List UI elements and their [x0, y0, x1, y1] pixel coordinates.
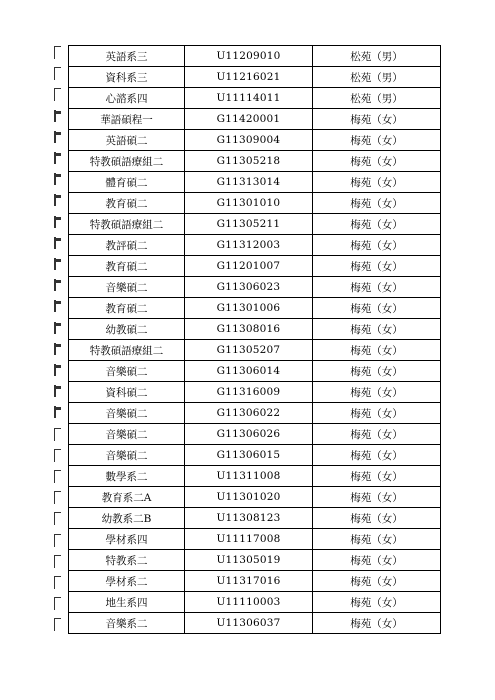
student-id-cell: U11301020	[185, 487, 313, 508]
department-cell: 學材系二	[69, 571, 185, 592]
student-id-cell: U11305019	[185, 550, 313, 571]
dormitory-cell: 梅苑（女）	[313, 466, 441, 487]
student-id-cell: G11301010	[185, 193, 313, 214]
table-row	[69, 319, 441, 340]
margin-mark	[54, 449, 61, 462]
student-id-cell: G11201007	[185, 256, 313, 277]
student-id-cell: U11306037	[185, 613, 313, 634]
department-cell: 特教碩語療組二	[69, 340, 185, 361]
department-cell: 音樂碩二	[69, 277, 185, 298]
student-id-cell: U11308123	[185, 508, 313, 529]
dormitory-cell: 梅苑（女）	[313, 550, 441, 571]
margin-mark	[54, 576, 61, 589]
student-id-cell: U11311008	[185, 466, 313, 487]
margin-mark	[54, 597, 61, 610]
margin-marks	[54, 44, 66, 639]
department-cell: 體育碩二	[69, 172, 185, 193]
margin-mark	[54, 110, 62, 122]
table-row	[69, 592, 441, 613]
dormitory-cell: 梅苑（女）	[313, 487, 441, 508]
department-cell: 音樂碩二	[69, 445, 185, 466]
margin-mark	[54, 67, 61, 80]
table-row	[69, 613, 441, 634]
margin-mark	[54, 555, 61, 568]
department-cell: 特教碩語療組二	[69, 214, 185, 235]
department-cell: 音樂碩二	[69, 361, 185, 382]
dormitory-cell: 梅苑（女）	[313, 424, 441, 445]
margin-mark	[54, 194, 62, 206]
student-id-cell: G11316009	[185, 382, 313, 403]
dormitory-cell: 梅苑（女）	[313, 256, 441, 277]
table-row	[69, 340, 441, 361]
department-cell: 音樂碩二	[69, 424, 185, 445]
table-row	[69, 151, 441, 172]
dormitory-cell: 梅苑（女）	[313, 298, 441, 319]
department-cell: 地生系四	[69, 592, 185, 613]
student-id-cell: G11305211	[185, 214, 313, 235]
margin-mark	[54, 343, 62, 355]
department-cell: 資科碩二	[69, 382, 185, 403]
department-cell: 特教系二	[69, 550, 185, 571]
student-id-cell: G11305207	[185, 340, 313, 361]
dormitory-cell: 梅苑（女）	[313, 193, 441, 214]
student-id-cell: G11308016	[185, 319, 313, 340]
margin-mark	[54, 46, 61, 59]
student-id-cell: G11309004	[185, 130, 313, 151]
department-cell: 音樂系二	[69, 613, 185, 634]
table-row	[69, 508, 441, 529]
department-cell: 幼教碩二	[69, 319, 185, 340]
table-row	[69, 88, 441, 109]
table-row	[69, 277, 441, 298]
department-cell: 特教碩語療組二	[69, 151, 185, 172]
table-row	[69, 571, 441, 592]
dormitory-cell: 梅苑（女）	[313, 403, 441, 424]
margin-mark	[54, 216, 62, 228]
dormitory-cell: 梅苑（女）	[313, 172, 441, 193]
table-row	[69, 298, 441, 319]
department-cell: 教育系二A	[69, 487, 185, 508]
student-id-cell: G11420001	[185, 109, 313, 130]
department-cell: 數學系二	[69, 466, 185, 487]
dormitory-cell: 松苑（男）	[313, 46, 441, 67]
dormitory-cell: 梅苑（女）	[313, 151, 441, 172]
margin-mark	[54, 385, 62, 397]
margin-mark	[54, 131, 62, 143]
department-cell: 華語碩程一	[69, 109, 185, 130]
dormitory-cell: 梅苑（女）	[313, 445, 441, 466]
student-id-cell: G11306022	[185, 403, 313, 424]
student-id-cell: U11117008	[185, 529, 313, 550]
table-row	[69, 487, 441, 508]
department-cell: 教育碩二	[69, 298, 185, 319]
margin-mark	[54, 88, 61, 101]
dormitory-cell: 梅苑（女）	[313, 571, 441, 592]
margin-mark	[54, 512, 61, 525]
student-id-cell: G11306026	[185, 424, 313, 445]
table-row	[69, 67, 441, 88]
department-cell: 資科系三	[69, 67, 185, 88]
dormitory-cell: 梅苑（女）	[313, 592, 441, 613]
dormitory-cell: 梅苑（女）	[313, 214, 441, 235]
department-cell: 心諮系四	[69, 88, 185, 109]
dormitory-cell: 梅苑（女）	[313, 130, 441, 151]
margin-mark	[54, 364, 62, 376]
margin-mark	[54, 237, 62, 249]
table-row	[69, 172, 441, 193]
table-row	[69, 403, 441, 424]
dormitory-cell: 梅苑（女）	[313, 235, 441, 256]
dormitory-cell: 松苑（男）	[313, 67, 441, 88]
dormitory-cell: 松苑（男）	[313, 88, 441, 109]
table-row	[69, 529, 441, 550]
department-cell: 教評碩二	[69, 235, 185, 256]
margin-mark	[54, 300, 62, 312]
table-row	[69, 130, 441, 151]
student-id-cell: U11114011	[185, 88, 313, 109]
department-cell: 音樂碩二	[69, 403, 185, 424]
table-row	[69, 235, 441, 256]
dormitory-cell: 梅苑（女）	[313, 109, 441, 130]
table-row	[69, 550, 441, 571]
roster-table	[68, 45, 441, 634]
student-id-cell: G11313014	[185, 172, 313, 193]
table-row	[69, 466, 441, 487]
dormitory-cell: 梅苑（女）	[313, 529, 441, 550]
department-cell: 教育碩二	[69, 193, 185, 214]
roster-table-body	[69, 46, 441, 634]
margin-mark	[54, 428, 61, 441]
margin-mark	[54, 173, 62, 185]
student-id-cell: U11216021	[185, 67, 313, 88]
student-id-cell: U11110003	[185, 592, 313, 613]
department-cell: 英語系三	[69, 46, 185, 67]
table-row	[69, 109, 441, 130]
dormitory-cell: 梅苑（女）	[313, 361, 441, 382]
department-cell: 教育碩二	[69, 256, 185, 277]
student-id-cell: U11317016	[185, 571, 313, 592]
margin-mark	[54, 279, 62, 291]
table-row	[69, 256, 441, 277]
margin-mark	[54, 534, 61, 547]
table-row	[69, 424, 441, 445]
student-id-cell: U11209010	[185, 46, 313, 67]
dormitory-cell: 梅苑（女）	[313, 508, 441, 529]
department-cell: 英語碩二	[69, 130, 185, 151]
department-cell: 學材系四	[69, 529, 185, 550]
table-row	[69, 361, 441, 382]
department-cell: 幼教系二B	[69, 508, 185, 529]
margin-mark	[54, 618, 61, 631]
dormitory-cell: 梅苑（女）	[313, 319, 441, 340]
margin-mark	[54, 470, 61, 483]
student-id-cell: G11306014	[185, 361, 313, 382]
table-row	[69, 382, 441, 403]
table-row	[69, 214, 441, 235]
table-row	[69, 46, 441, 67]
margin-mark	[54, 406, 62, 418]
dormitory-cell: 梅苑（女）	[313, 382, 441, 403]
student-id-cell: G11305218	[185, 151, 313, 172]
margin-mark	[54, 152, 62, 164]
student-id-cell: G11306023	[185, 277, 313, 298]
margin-mark	[54, 322, 62, 334]
dormitory-cell: 梅苑（女）	[313, 277, 441, 298]
margin-mark	[54, 258, 62, 270]
dormitory-cell: 梅苑（女）	[313, 340, 441, 361]
margin-mark	[54, 491, 61, 504]
student-id-cell: G11306015	[185, 445, 313, 466]
table-row	[69, 445, 441, 466]
student-id-cell: G11301006	[185, 298, 313, 319]
table-row	[69, 193, 441, 214]
dormitory-cell: 梅苑（女）	[313, 613, 441, 634]
student-id-cell: G11312003	[185, 235, 313, 256]
